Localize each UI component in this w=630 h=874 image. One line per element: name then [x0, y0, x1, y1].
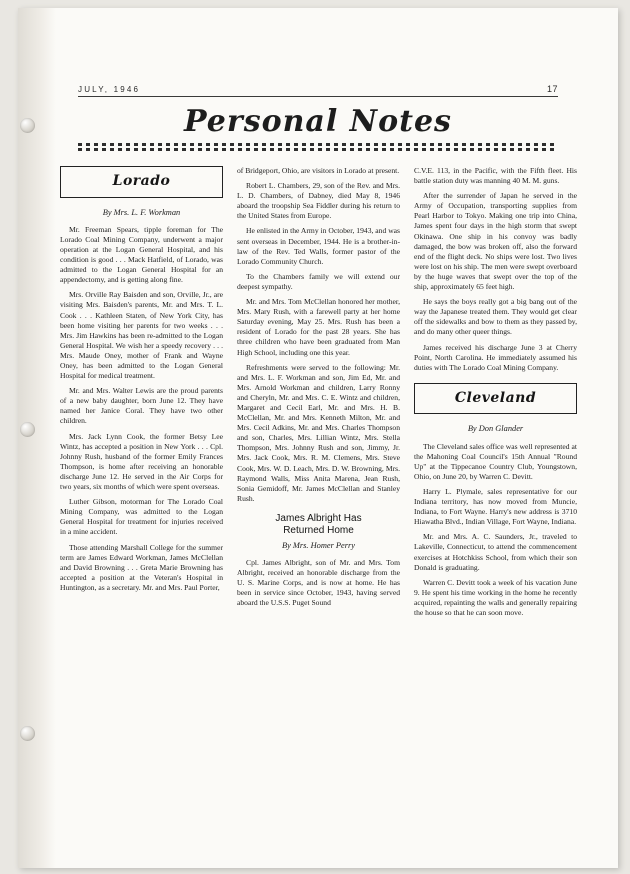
binder-hole-icon [20, 118, 35, 133]
article-heading-line-2: Returned Home [283, 525, 354, 537]
paragraph: To the Chambers family we will extend our deepest sympathy. [237, 271, 400, 291]
column-3 [414, 166, 577, 846]
paragraph: Those attending Marshall College for the summer term are James Edward Workman, James McClellan and David Browning . . . Greta Marie Browning has accepted a position at the Veteran's Hospital in Huntington, as a secretary. Mr. and Mrs. Paul Porter, [60, 542, 223, 592]
paragraph: Mr. and Mrs. Tom McClellan honored her mother, Mrs. Mary Rush, with a farewell party at her home Saturday evening, May 25. Mrs. Rush has been a resident of Lorado for the past 28 years. She has three children who have been graduated from Man High School, including one this year. [237, 297, 400, 357]
paragraph: Mrs. Orville Ray Baisden and son, Orville, Jr., are visiting Mrs. Baisden's parents, Mr. and Mrs. T. L. Cook . . . Kathleen Staten, of New York City, has been home visiting her parents for two weeks . . . Mrs. Jim Hawkins has been re-admitted to the Logan General Hospital. We wish her a speedy recovery . . . Mrs. Maude Oney, mother of Frank and Wayne Oney, has been admitted to the Logan General Hospital for medical treatment. [60, 290, 223, 381]
paragraph: He says the boys really got a big bang out of the way the Japanese treated them. They would get clear off the sidewalks and bow to them as they passed by, and do many other queer things. [414, 297, 577, 337]
byline-cleveland: By Don Glander [467, 424, 524, 434]
paragraph: Refreshments were served to the following: Mr. and Mrs. L. F. Workman and son, Jim Ed, Mr. and Mrs. Arnold Workman and children, Larry Ronny and Cheryln, Mr. and Mrs. C. E. Wintz and children, Margaret and Cecil Earl, Mr. and Mrs. H. B. McClellan, Mr. and Mrs. Kenneth Milton, Mr. and Mrs. Cecil Adkins, Mr. and Mrs. Charles Thompson and son, Charles, Mrs. Lillian Wintz, Mrs. Stella Thompson, Mrs. Johnny Rush and son, Jimmy, Jr. Mrs. Jack Cook, Mrs. R. M. Clemens, Mrs. Steve Cook, Mrs. W. D. Leach, Mrs. D. W. Browning, Mrs. Raymond Walls, Miss Anita Marena, Jean Rush, Sonia Gemidoff, Mr. James McClellan and Stanley Rush. [237, 362, 400, 503]
masthead [78, 104, 558, 152]
paragraph: C.V.E. 113, in the Pacific, with the Fifth fleet. His battle station duty was manning 40 M. M. guns. [414, 166, 577, 186]
issue-date: JULY, 1946 [78, 85, 141, 94]
page-title: Personal Notes [184, 104, 452, 139]
section-heading-label: Lorado [112, 173, 171, 189]
running-head [78, 84, 558, 94]
article-heading-james-albright [237, 513, 400, 538]
paragraph: James received his discharge June 3 at Cherry Point, North Carolina. He immediately assumed his duties with The Lorado Coal Mining Company. [414, 342, 577, 372]
paragraph: Harry L. Plymale, sales representative for our Indiana territory, has now moved from Muncie, Indiana, to Fort Wayne. Harry's new address is 3710 Hiawatha Blvd., Indian Village, Fort Wayne, Indiana. [414, 486, 577, 527]
masthead-dotted-rule [78, 143, 558, 152]
article-heading-line-1: James Albright Has [275, 512, 362, 524]
byline-lorado: By Mrs. L. F. Workman [102, 207, 181, 217]
paragraph: Mr. and Mrs. Walter Lewis are the proud parents of a new baby daughter, born June 12. They have named her Janice Coral. They have two other children. [60, 386, 223, 426]
paragraph: The Cleveland sales office was well represented at the Mahoning Coal Council's 15th Annual "Round Up" at the Tippecanoe Country Club, Youngstown, Ohio, on June 20, by Warren C. Devitt. [414, 441, 577, 481]
binder-hole-icon [20, 726, 35, 741]
column-1 [60, 166, 223, 846]
paragraph: Warren C. Devitt took a week of his vacation June 9. He spent his time working in the home he recently acquired, repainting the walls and generally repairing the house so that he can soon move. [414, 577, 577, 617]
section-heading-lorado [60, 166, 223, 198]
paragraph: Mr. Freeman Spears, tipple foreman for The Lorado Coal Mining Company, underwent a major operation at the Logan General Hospital, and his condition is good . . . Mack Hatfield, of Lorado, was admitted to the Logan General Hospital for an appendectomy, and is getting along fine. [60, 224, 223, 285]
binder-hole-icon [20, 422, 35, 437]
paragraph: Mr. and Mrs. A. C. Saunders, Jr., traveled to Lakeville, Connecticut, to attend the commencement exercises at Hotchkiss School, from which their son Donald is graduating. [414, 532, 577, 572]
paragraph: After the surrender of Japan he served in the Army of Occupation, transporting supplies from Pearl Harbor to Tokyo. Making one trip into China, James spent four days in the high storm that swept Okinawa. One ship in his convoy was badly damaged, the bow was broken off, also the forward end of the flight deck. No ships were lost. Two lives were lost on his ship. The men were swept overboard by the huge waves that swept over the top of the ship, approximately 65 feet high. [414, 191, 577, 292]
section-heading-cleveland [414, 383, 577, 415]
section-heading-label: Cleveland [454, 389, 537, 406]
paragraph: Mrs. Jack Lynn Cook, the former Betsy Lee Wintz, has accepted a position in New York . . . Cpl. Johnny Rush, husband of the former Emily Frances Thompson, is home after receiving an honorable discharge June 12. He served in the Air Corps for two years, six months of which were spent overseas. [60, 431, 223, 492]
paragraph: of Bridgeport, Ohio, are visitors in Lorado at present. [237, 166, 400, 175]
running-head-rule [78, 96, 558, 97]
page-number: 17 [546, 84, 558, 94]
paragraph: Luther Gibson, motorman for The Lorado Coal Mining Company, was admitted to the Logan General Hospital for treatment for injuries received in a mine accident. [60, 497, 223, 537]
article-columns [60, 166, 578, 846]
paragraph: Cpl. James Albright, son of Mr. and Mrs. Tom Albright, received an honorable discharge from the U. S. Marine Corps, and is now at home. He has been in service since October, 1943, having served aboard the U.S.S. Puget Sound [237, 558, 400, 608]
paragraph: He enlisted in the Army in October, 1943, and was sent overseas in December, 1944. He is a brother-in-law of the Rev. Ted Walls, former pastor of the Lorado Community Church. [237, 226, 400, 266]
paragraph: Robert L. Chambers, 29, son of the Rev. and Mrs. L. D. Chambers, of Dabney, died May 8, 1946 aboard the troopship Sea Fiddler during his return to the United States from Europe. [237, 181, 400, 221]
column-2 [237, 166, 400, 846]
byline-james-albright: By Mrs. Homer Perry [281, 540, 356, 550]
